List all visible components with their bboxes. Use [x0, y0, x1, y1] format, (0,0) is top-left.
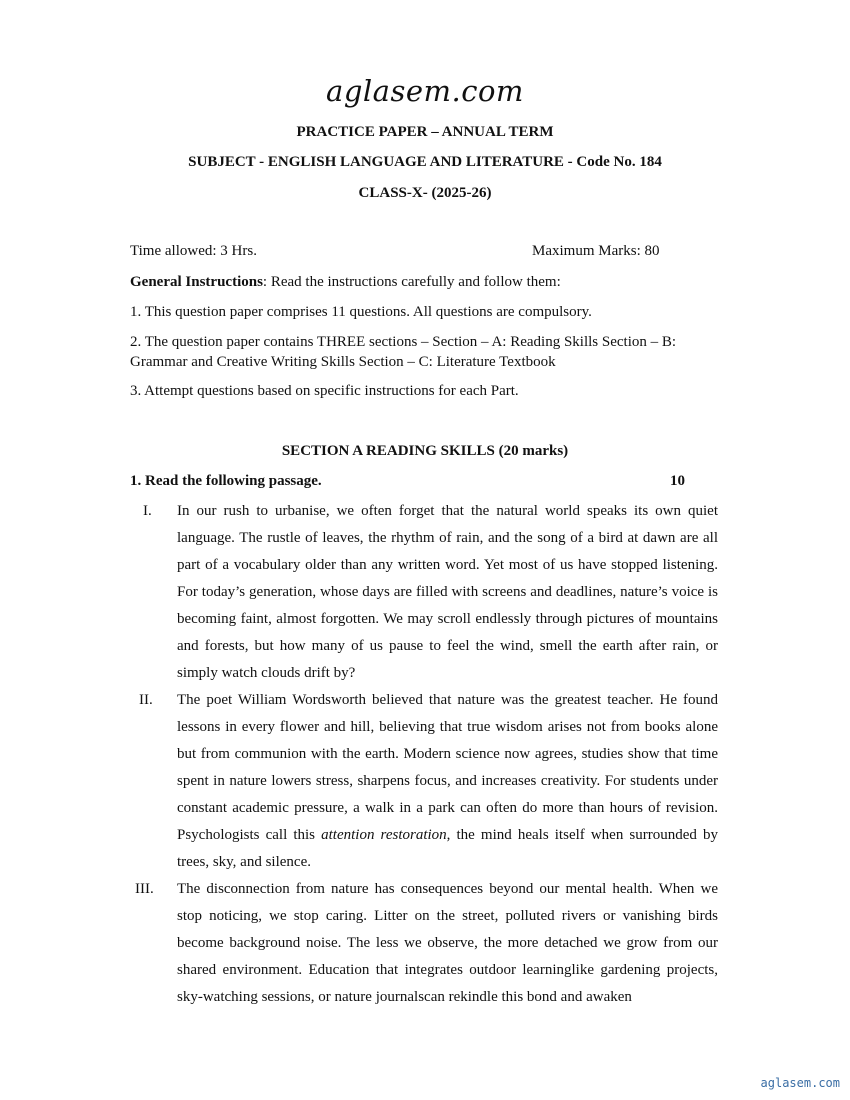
maximum-marks: Maximum Marks: 80 [532, 243, 660, 259]
question-1-marks: 10 [670, 473, 685, 489]
passage-paragraph-3: The disconnection from nature has consequences beyond our mental health. When we stop noticing, we stop caring. Litter on the street, polluted rivers or vanishing birds become background noise. The less we observe, the more detached we grow from our shared environment. Education that integrates outdoor learninglike gardening projects, sky-watching sessions, or nature journalscan rekindle this bond and awaken [177, 881, 718, 1005]
paragraph-2-italic-term: attention restoration [321, 827, 447, 843]
instruction-2-line2: Grammar and Creative Writing Skills Section – C: Literature Textbook [130, 354, 556, 370]
class-line: CLASS-X- (2025-26) [358, 185, 492, 201]
instruction-1: 1. This question paper comprises 11 questions. All questions are compulsory. [130, 304, 592, 320]
subject-line: SUBJECT - ENGLISH LANGUAGE AND LITERATURE - Code No. 184 [188, 154, 662, 170]
paragraph-number: III. [135, 881, 154, 897]
time-allowed: Time allowed: 3 Hrs. [130, 243, 257, 259]
passage-paragraph-2 [177, 687, 718, 876]
paragraph-2-text-a: The poet William Wordsworth believed that nature was the greatest teacher. He found lessons in every flower and hill, believing that true wisdom arises not from books alone but from communion with the earth. Modern science now agrees, studies show that time spent in nature lowers stress, sharpens focus, and increases creativity. For students under constant academic pressure, a walk in a park can often do more than hours of revision. Psychologists call this [177, 692, 718, 843]
general-instructions [130, 274, 561, 291]
instruction-3: 3. Attempt questions based on specific instructions for each Part. [130, 383, 519, 399]
section-a-title: SECTION A READING SKILLS (20 marks) [281, 443, 569, 459]
instructions-heading: General Instructions [130, 274, 263, 290]
aglasem-logo: aglasem.com [326, 74, 524, 108]
instruction-2-line1: 2. The question paper contains THREE sections – Section – A: Reading Skills Section – B: [130, 334, 677, 350]
passage-paragraph-1: In our rush to urbanise, we often forget that the natural world speaks its own quiet language. The rustle of leaves, the rhythm of rain, and the song of a bird at dawn are all part of a vocabulary older than any written word. Yet most of us have stopped listening. For today’s generation, whose days are filled with screens and deadlines, nature’s voice is becoming faint, almost forgotten. We may scroll endlessly through pictures of mountains and forests, but how many of us pause to feel the wind, smell the earth after rain, or simply watch clouds drift by? [177, 503, 718, 681]
footer-aglasem-link[interactable]: aglasem.com [760, 1076, 840, 1090]
paragraph-2-text-b: , the mind heals itself when surrounded by trees, sky, and silence. [177, 827, 719, 870]
paper-title: PRACTICE PAPER – ANNUAL TERM [296, 124, 554, 140]
paragraph-number: I. [143, 503, 152, 519]
paragraph-number: II. [139, 692, 153, 708]
question-1-label: 1. Read the following passage. [130, 473, 322, 489]
instructions-intro: : Read the instructions carefully and follow them: [262, 274, 561, 290]
